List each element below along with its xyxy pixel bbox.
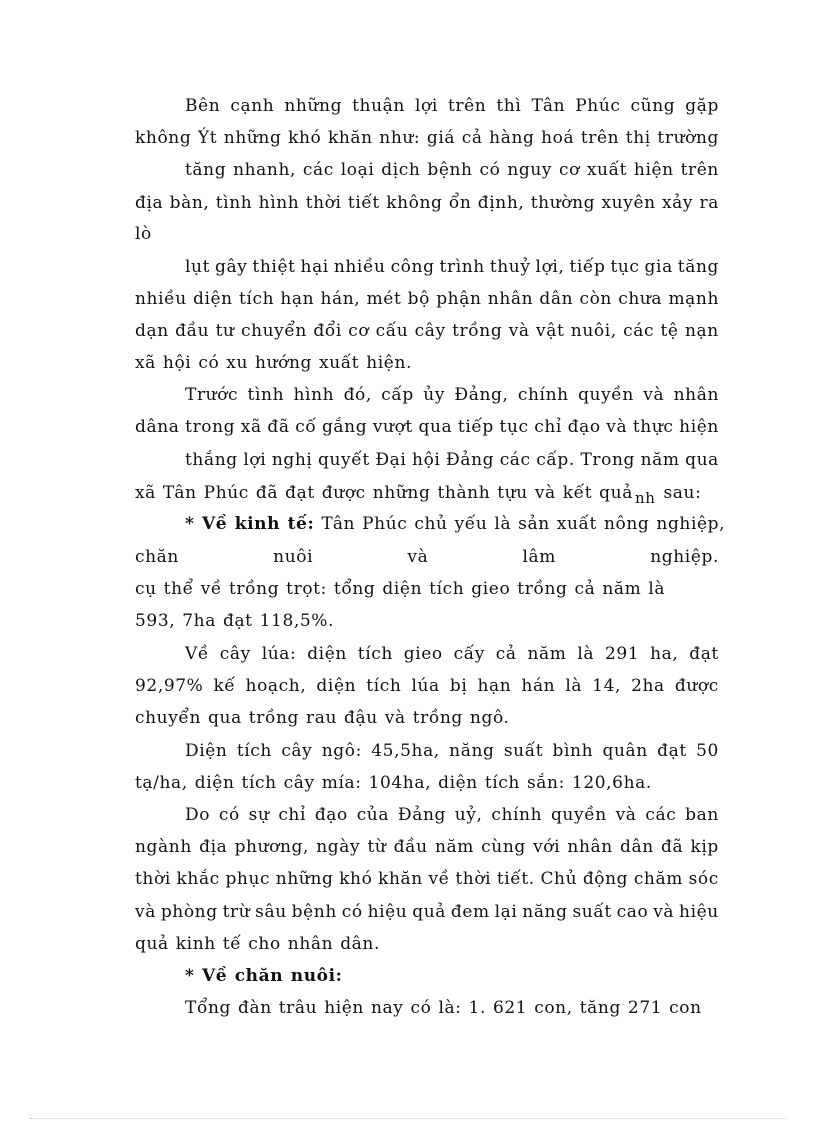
word: thiệt	[252, 257, 296, 277]
word: diện	[307, 644, 347, 664]
word: kịp	[690, 837, 719, 857]
word: kế	[213, 676, 236, 696]
word: từ	[367, 837, 387, 857]
word: Chủ	[540, 869, 578, 889]
word: quyền	[550, 805, 607, 825]
word: khăn	[327, 128, 373, 148]
word: tiếp	[569, 257, 606, 277]
word: gieo	[403, 644, 443, 664]
word: trình	[439, 257, 485, 277]
word: tiếp	[457, 417, 494, 437]
word: Diện	[185, 741, 228, 761]
word: hiện	[633, 160, 674, 180]
word: lúa:	[261, 644, 297, 664]
word: quân	[602, 741, 648, 761]
word: thời	[455, 869, 492, 889]
word: đạo	[314, 805, 348, 825]
word: những	[275, 869, 334, 889]
word: Phúc	[575, 96, 621, 116]
word: 14,	[592, 676, 622, 696]
word: qua	[685, 450, 719, 470]
word: còn	[579, 289, 612, 309]
text-line: chuyển qua trồng rau đậu và trồng ngô.	[135, 708, 510, 728]
word: thực	[632, 417, 674, 437]
word: khắc	[176, 869, 220, 889]
word: Đảng	[446, 450, 495, 470]
word: trên	[680, 160, 719, 180]
word: chính	[491, 805, 543, 825]
word: chưa	[618, 289, 663, 309]
text-line: * Về kinh tế: Tân Phúc chủ yếu là sản xuất nông nghiệp,	[185, 514, 726, 534]
word: hình	[258, 193, 300, 213]
word: các	[645, 805, 677, 825]
word: bộ	[407, 289, 430, 309]
text-line	[185, 383, 719, 407]
word: những	[223, 128, 282, 148]
word: ha,	[650, 644, 679, 664]
word: và	[508, 321, 530, 341]
word: trường	[657, 128, 719, 148]
text-line	[135, 867, 719, 891]
word: chỉ	[534, 417, 562, 437]
text-line	[185, 803, 719, 827]
word: cây	[414, 321, 446, 341]
word: phương,	[234, 837, 310, 857]
text-line	[185, 255, 719, 279]
word: địa	[135, 193, 164, 213]
word: hán,	[320, 289, 361, 309]
word: Trước	[185, 385, 239, 405]
word: đầu	[393, 837, 428, 857]
word: hoá	[541, 128, 575, 148]
text-line	[135, 674, 719, 698]
word: năm	[527, 644, 567, 664]
text-line	[135, 126, 719, 150]
word: xuyên	[601, 193, 656, 213]
word: năng	[522, 902, 568, 922]
word: năm	[640, 450, 680, 470]
word: không	[135, 128, 192, 148]
word: dân	[539, 289, 574, 309]
word: ủy	[423, 385, 446, 405]
word: chỉ	[278, 805, 307, 825]
word: cố	[295, 417, 317, 437]
text-line: xã hội có xu hướng xuất hiện.	[135, 353, 413, 373]
word: lợi	[414, 96, 438, 116]
word: định,	[477, 193, 525, 213]
word: hội	[412, 450, 441, 470]
word: bệnh	[291, 902, 337, 922]
text-line	[185, 739, 719, 763]
word: và	[135, 902, 156, 922]
word: uỷ,	[454, 805, 483, 825]
word: thời	[305, 193, 342, 213]
word: ngô:	[321, 741, 362, 761]
word: tăng	[185, 160, 227, 180]
word: dạn	[135, 321, 169, 341]
word: như:	[379, 128, 421, 148]
word: tiết.	[496, 869, 535, 889]
word: Ýt	[197, 128, 218, 148]
word: tăng	[677, 257, 719, 277]
word: bàn,	[169, 193, 210, 213]
word: là	[577, 644, 595, 664]
word: hiện	[679, 417, 719, 437]
word: đã	[661, 837, 684, 857]
text-line	[135, 415, 719, 439]
word: tích	[357, 644, 393, 664]
word: vượt	[372, 417, 413, 437]
word: sự	[248, 805, 270, 825]
text-line	[135, 319, 719, 343]
word: thì	[496, 96, 522, 116]
word: cạnh	[230, 96, 275, 116]
word: và	[606, 417, 628, 437]
word: cây	[281, 741, 313, 761]
word: nhanh,	[233, 160, 297, 180]
word: hán	[521, 676, 556, 696]
text-line: 593, 7ha đạt 118,5%.	[135, 611, 335, 631]
word: lợi	[243, 450, 267, 470]
word: chính	[517, 385, 569, 405]
word: mạnh	[668, 289, 719, 309]
word: tích	[236, 741, 272, 761]
word: địa	[199, 837, 228, 857]
text-line: quả kinh tế cho nhân dân.	[135, 934, 380, 954]
word: thuỷ	[489, 257, 531, 277]
word: đầu	[175, 321, 210, 341]
word: hiệu	[679, 902, 719, 922]
word: quả	[412, 902, 446, 922]
word: 45,5ha,	[371, 741, 440, 761]
section-heading-livestock: * Về chăn nuôi:	[185, 966, 343, 986]
word: công	[390, 257, 435, 277]
word: không	[386, 193, 443, 213]
word: xã	[240, 417, 262, 437]
word: mét	[366, 289, 402, 309]
word: năm	[434, 837, 474, 857]
word: phận	[436, 289, 482, 309]
text-line: chăn nuôi và lâm nghiệp.	[135, 547, 719, 567]
word: giá	[426, 128, 456, 148]
word: tệ	[660, 321, 679, 341]
word: chăm	[633, 869, 683, 889]
word: nhân	[673, 385, 719, 405]
word: diện	[316, 676, 357, 696]
word: dân	[620, 837, 654, 857]
word: bình	[552, 741, 594, 761]
word: Do	[185, 805, 211, 825]
word: Đảng	[397, 805, 446, 825]
word: và	[643, 385, 665, 405]
word: nạn	[684, 321, 719, 341]
word: đổi	[313, 321, 342, 341]
word: hàng	[489, 128, 535, 148]
word: những	[284, 96, 343, 116]
word: trồng	[452, 321, 503, 341]
text-line	[135, 835, 719, 859]
word: nhiều	[333, 257, 386, 277]
word: đem	[450, 902, 490, 922]
word: quyết	[318, 450, 370, 470]
word: ra	[699, 193, 719, 213]
text-line	[185, 94, 719, 118]
word: phục	[225, 869, 271, 889]
word: ngành	[135, 837, 192, 857]
word: quyền	[578, 385, 634, 405]
word: hình	[293, 385, 335, 405]
word: trên	[580, 128, 620, 148]
word: năng	[449, 741, 495, 761]
word: là	[565, 676, 583, 696]
word: tiết	[347, 193, 380, 213]
word: khó	[339, 869, 373, 889]
word: tư	[215, 321, 235, 341]
word: lợi,	[535, 257, 565, 277]
word: gặp	[685, 96, 719, 116]
word: tình	[247, 385, 285, 405]
word: tích	[366, 676, 402, 696]
word: hại	[300, 257, 329, 277]
word: có	[218, 805, 240, 825]
word: trên	[447, 96, 487, 116]
word: nguy	[507, 160, 553, 180]
word: ngày	[316, 837, 361, 857]
word: cả	[461, 128, 483, 148]
word: gia	[644, 257, 673, 277]
word: nghị	[271, 450, 313, 470]
word: gây	[215, 257, 248, 277]
word: lại	[494, 902, 518, 922]
word: cơ	[348, 321, 370, 341]
word: vật	[536, 321, 565, 341]
section-heading-economy: * Về kinh tế:	[185, 514, 315, 534]
text-line: Tổng đàn trâu hiện nay có là: 1. 621 con, tăng 271 con	[185, 998, 702, 1018]
word: Đảng,	[454, 385, 509, 405]
word: sâu	[255, 902, 287, 922]
word: suất	[503, 741, 544, 761]
text-line	[185, 642, 719, 666]
word: các	[499, 450, 531, 470]
word: xuất	[586, 160, 628, 180]
word: bệnh	[427, 160, 473, 180]
word: có	[479, 160, 501, 180]
word: thị	[625, 128, 651, 148]
word: dâna	[135, 417, 180, 437]
word: được	[674, 676, 719, 696]
word: tình	[215, 193, 253, 213]
word: với	[533, 837, 561, 857]
word: thường	[530, 193, 596, 213]
word: cấy	[453, 644, 485, 664]
word: chuyển	[240, 321, 307, 341]
word: suất	[572, 902, 612, 922]
word: và	[615, 805, 637, 825]
word: cả	[495, 644, 517, 664]
word: dịch	[381, 160, 421, 180]
text-line	[185, 448, 719, 472]
word: trừ	[222, 902, 251, 922]
word: cấp	[381, 385, 414, 405]
word: các	[623, 321, 655, 341]
word: Trong	[580, 450, 635, 470]
text-line: cụ thể về trồng trọt: tổng diện tích gieo trồng cả năm là	[135, 579, 666, 599]
word: cấp.	[536, 450, 575, 470]
word: nhân	[567, 837, 613, 857]
word: hoạch,	[245, 676, 307, 696]
text-line: lò	[135, 224, 152, 244]
word: Đại	[375, 450, 407, 470]
word: qua	[418, 417, 453, 437]
word: nhiều	[135, 289, 187, 309]
word: tích	[238, 289, 275, 309]
word: hiệu	[367, 902, 408, 922]
word: có	[341, 902, 363, 922]
word: hạn	[280, 289, 315, 309]
word: lụt	[185, 257, 211, 277]
word: của	[356, 805, 390, 825]
text-line	[135, 191, 719, 215]
word: cơ	[559, 160, 580, 180]
word: động	[582, 869, 629, 889]
subscript-nh: nh	[634, 489, 656, 507]
word: Bên	[185, 96, 221, 116]
word: cấu	[375, 321, 409, 341]
word: đạo	[567, 417, 601, 437]
word: 291	[604, 644, 640, 664]
text-line	[135, 900, 719, 924]
word: và	[653, 902, 675, 922]
word: Tân	[531, 96, 566, 116]
text-line: tạ/ha, diện tích cây mía: 104ha, diện tích sắn: 120,6ha.	[135, 773, 652, 793]
word: hạn	[477, 676, 512, 696]
word: gắng	[321, 417, 368, 437]
word: 2ha	[631, 676, 665, 696]
word: nhân	[487, 289, 534, 309]
text-line	[135, 287, 719, 311]
word: đã	[267, 417, 290, 437]
word: đó,	[343, 385, 372, 405]
word: loại	[340, 160, 375, 180]
word: thắng	[185, 450, 238, 470]
word: 50	[696, 741, 719, 761]
word: xảy	[662, 193, 694, 213]
word: tục	[499, 417, 529, 437]
word: thuận	[352, 96, 405, 116]
word: cây	[219, 644, 251, 664]
word: 92,97%	[135, 676, 204, 696]
word: đạt	[689, 644, 719, 664]
word: ổn	[448, 193, 472, 213]
word: trong	[185, 417, 236, 437]
word: đạt	[657, 741, 687, 761]
word: bị	[449, 676, 468, 696]
word: cao	[616, 902, 649, 922]
word: sóc	[688, 869, 719, 889]
word: thời	[135, 869, 171, 889]
word: nuôi,	[570, 321, 617, 341]
word: khó	[288, 128, 322, 148]
word: ban	[685, 805, 719, 825]
word: phòng	[160, 902, 218, 922]
word: tục	[610, 257, 640, 277]
word: diện	[193, 289, 233, 309]
word: về	[428, 869, 450, 889]
page-bottom-divider	[30, 1118, 786, 1119]
word: khăn	[378, 869, 423, 889]
word: Về	[185, 644, 209, 664]
word: các	[302, 160, 334, 180]
text-line: xã Tân Phúc đã đạt được những thành tựu và kết quả nh sau:	[135, 483, 702, 507]
text-line	[185, 158, 719, 182]
word: cũng	[630, 96, 676, 116]
word: cùng	[481, 837, 526, 857]
word: lúa	[411, 676, 440, 696]
